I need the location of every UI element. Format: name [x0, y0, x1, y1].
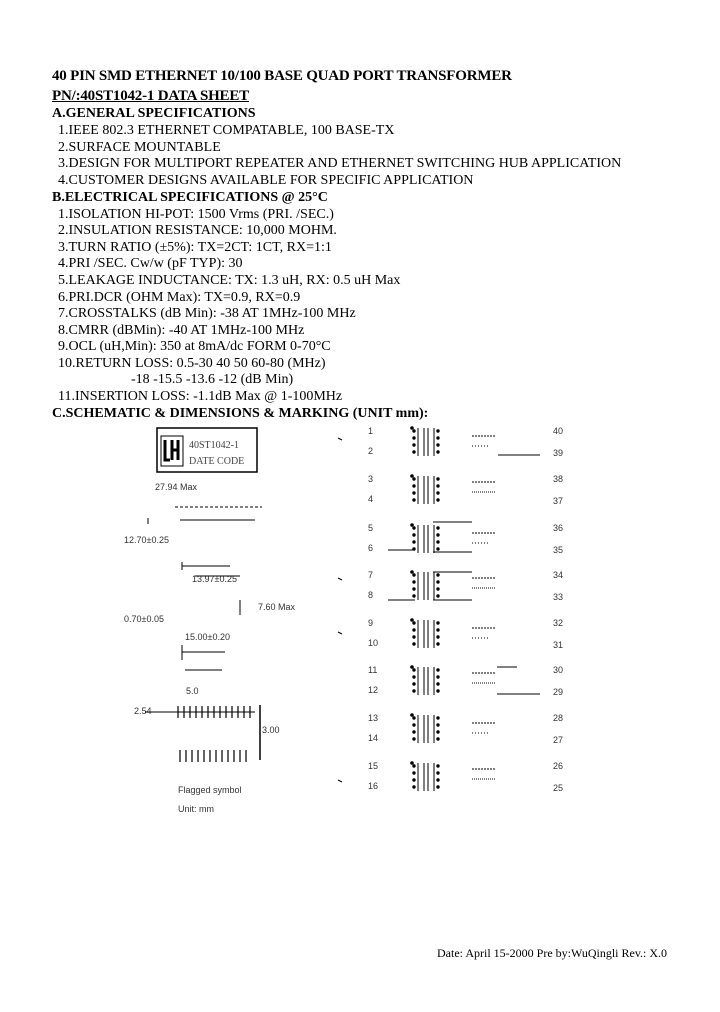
right-pin-label: 25: [553, 783, 564, 793]
right-pin-label: 33: [553, 592, 564, 602]
left-pin-label: 14: [368, 733, 379, 743]
marking-box: [157, 428, 257, 472]
schematic-wire: [338, 438, 342, 440]
dim-label: 27.94 Max: [155, 482, 198, 492]
dim-label: 0.70±0.05: [124, 614, 164, 624]
right-pin-label: 29: [553, 687, 564, 697]
general-spec-item: 4.CUSTOMER DESIGNS AVAILABLE FOR SPECIFIC APPLICATION: [58, 173, 474, 188]
left-pin-label: 15: [368, 761, 379, 771]
dim-label: 13.97±0.25: [192, 574, 237, 584]
dim-note: Flagged symbol: [178, 785, 242, 795]
left-pin-label: 5: [368, 523, 374, 533]
right-pin-label: 34: [553, 570, 564, 580]
transformer-cell: [411, 524, 495, 553]
left-pin-label: 12: [368, 685, 379, 695]
general-spec-item: 3.DESIGN FOR MULTIPORT REPEATER AND ETHERNET SWITCHING HUB APPLICATION: [58, 156, 622, 171]
electrical-spec-item: 2.INSULATION RESISTANCE: 10,000 MOHM.: [58, 223, 337, 238]
dim-label: 3.00: [262, 725, 280, 735]
transformer-cell: [411, 427, 495, 456]
left-pin-label: 16: [368, 781, 379, 791]
document-title: 40 PIN SMD ETHERNET 10/100 BASE QUAD PORT TRANSFORMER: [52, 68, 512, 84]
transformer-cell: [411, 571, 495, 600]
transformer-cell: [411, 666, 495, 695]
left-pin-label: 9: [368, 618, 374, 628]
left-pin-label: 10: [368, 638, 379, 648]
right-pin-label: 32: [553, 618, 564, 628]
electrical-spec-item: -18 -15.5 -13.6 -12 (dB Min): [131, 372, 294, 387]
left-pin-label: 6: [368, 543, 374, 553]
electrical-spec-item: 11.INSERTION LOSS: -1.1dB Max @ 1-100MHz: [58, 389, 343, 404]
dim-note: Unit: mm: [178, 804, 214, 814]
left-pin-label: 7: [368, 570, 374, 580]
right-pin-label: 26: [553, 761, 564, 771]
electrical-spec-item: 3.TURN RATIO (±5%): TX=2CT: 1CT, RX=1:1: [58, 240, 332, 255]
dim-label: 2.54: [134, 706, 152, 716]
right-pin-label: 39: [553, 448, 564, 458]
footer-revision-info: Date: April 15-2000 Pre by:WuQingli Rev.: X.0: [437, 946, 668, 960]
left-pin-label: 3: [368, 474, 374, 484]
marking-line-1: 40ST1042-1: [189, 440, 239, 451]
electrical-spec-item: 5.LEAKAGE INDUCTANCE: TX: 1.3 uH, RX: 0.5 uH Max: [58, 273, 401, 288]
left-pin-label: 8: [368, 590, 374, 600]
dim-label: 5.0: [186, 686, 199, 696]
marking-line-2: DATE CODE: [189, 456, 245, 467]
schematic-heading: C.SCHEMATIC & DIMENSIONS & MARKING (UNIT mm):: [52, 406, 429, 421]
left-pin-label: 11: [368, 665, 378, 675]
transformer-cell: [411, 619, 495, 648]
left-pin-label: 13: [368, 713, 379, 723]
dim-label: 7.60 Max: [258, 602, 296, 612]
schematic-wire: [338, 578, 342, 580]
right-pin-label: 37: [553, 496, 564, 506]
electrical-spec-item: 6.PRI.DCR (OHM Max): TX=0.9, RX=0.9: [58, 290, 301, 305]
dim-label: 15.00±0.20: [185, 632, 230, 642]
general-spec-item: 2.SURFACE MOUNTABLE: [58, 140, 221, 155]
part-number-heading: PN/:40ST1042-1 DATA SHEET: [52, 88, 249, 104]
right-pin-label: 31: [553, 640, 564, 650]
electrical-spec-item: 7.CROSSTALKS (dB Min): -38 AT 1MHz-100 MHz: [58, 306, 356, 321]
right-pin-label: 35: [553, 545, 564, 555]
right-pin-label: 36: [553, 523, 564, 533]
schematic-wire: [338, 780, 342, 782]
general-specs-heading: A.GENERAL SPECIFICATIONS: [52, 106, 256, 121]
electrical-spec-item: 9.OCL (uH,Min): 350 at 8mA/dc FORM 0-70°C: [58, 339, 331, 354]
right-pin-label: 40: [553, 426, 564, 436]
electrical-spec-item: 4.PRI /SEC. Cw/w (pF TYP): 30: [58, 256, 243, 271]
right-pin-label: 28: [553, 713, 564, 723]
transformer-cell: [411, 714, 495, 743]
electrical-specs-heading: B.ELECTRICAL SPECIFICATIONS @ 25°C: [52, 190, 328, 205]
transformer-cell: [411, 762, 495, 791]
right-pin-label: 38: [553, 474, 564, 484]
general-spec-item: 1.IEEE 802.3 ETHERNET COMPATABLE, 100 BASE-TX: [58, 123, 395, 138]
left-pin-label: 2: [368, 446, 374, 456]
right-pin-label: 27: [553, 735, 564, 745]
left-pin-label: 4: [368, 494, 374, 504]
electrical-spec-item: 8.CMRR (dBMin): -40 AT 1MHz-100 MHz: [58, 323, 305, 338]
dim-label: 12.70±0.25: [124, 535, 169, 545]
right-pin-label: 30: [553, 665, 564, 675]
schematic-wire: [338, 632, 342, 634]
transformer-cell: [411, 475, 495, 504]
electrical-spec-item: 10.RETURN LOSS: 0.5-30 40 50 60-80 (MHz): [58, 356, 326, 371]
electrical-spec-item: 1.ISOLATION HI-POT: 1500 Vrms (PRI. /SEC.): [58, 207, 334, 222]
left-pin-label: 1: [368, 426, 374, 436]
